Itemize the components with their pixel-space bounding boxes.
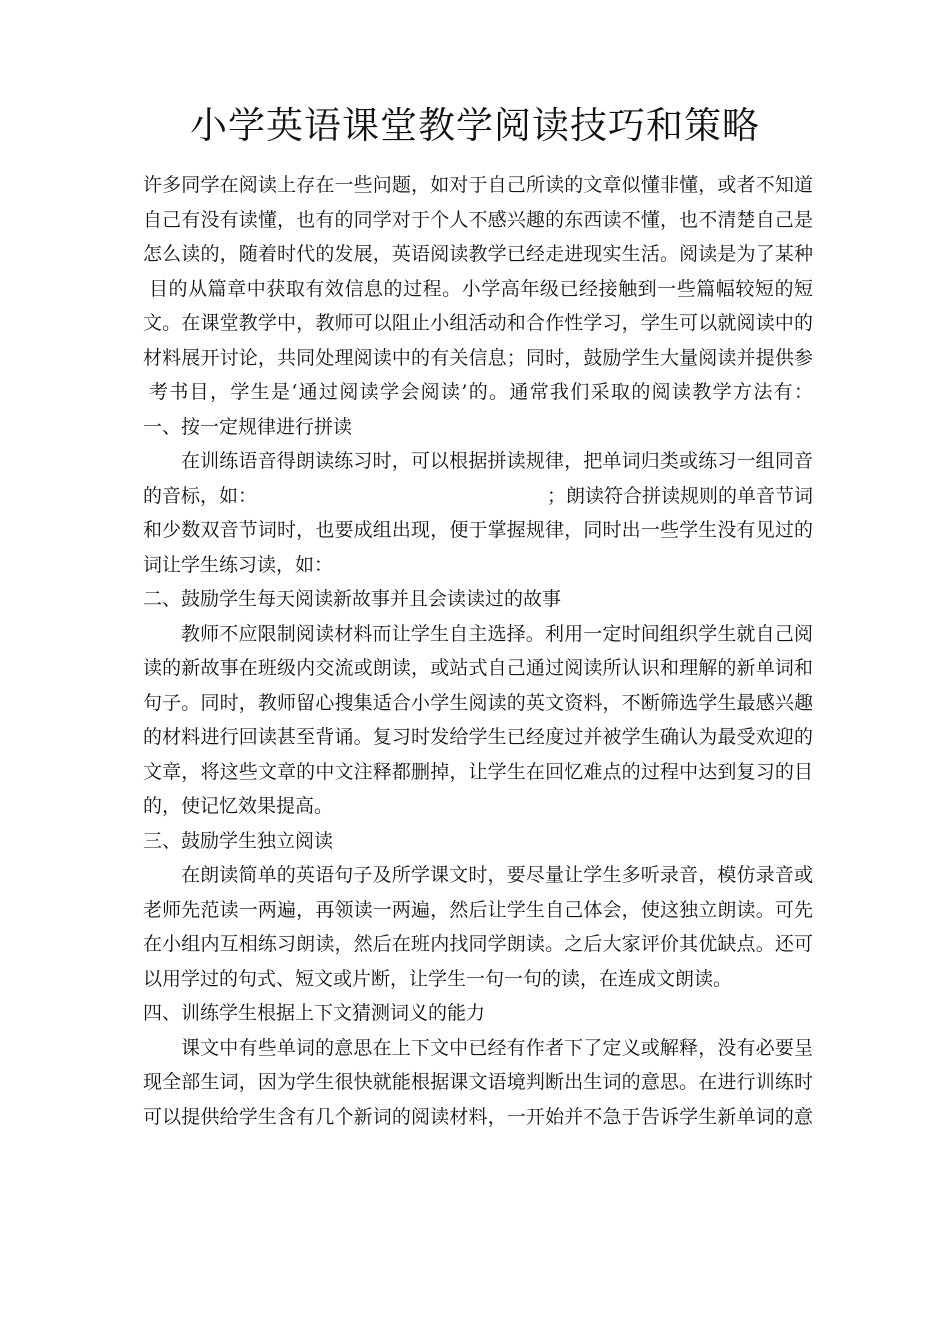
section-2-line: 句子。同时，教师留心搜集适合小学生阅读的英文资料，不断筛选学生最感兴趣 — [143, 691, 813, 714]
section-2-paragraph — [143, 617, 813, 824]
section-heading-3: 三、鼓励学生独立阅读 — [143, 829, 334, 852]
section-1-line: 在训练语音得朗读练习时，可以根据拼读规律，把单词归类或练习一组同音 — [181, 450, 813, 472]
intro-line: 许多同学在阅读上存在一些问题，如对于自己所读的文章似懂非懂，或者不知道 — [143, 174, 813, 196]
section-heading-4: 四、训练学生根据上下文猜测词义的能力 — [143, 1002, 486, 1024]
section-1-line — [143, 479, 813, 514]
section-1-line-left: 的音标，如： — [143, 484, 258, 507]
section-2-line: 读的新故事在班级内交流或朗读，或站式自己通过阅读所认识和理解的新单词和 — [143, 657, 813, 679]
section-3-line: 在小组内互相练习朗读，然后在班内找同学朗读。之后大家评价其优缺点。还可 — [143, 933, 813, 955]
section-3-line: 以用学过的句式、短文或片断，让学生一句一句的读，在连成文朗读。 — [143, 967, 733, 990]
section-2-line: 教师不应限制阅读材料而让学生自主选择。利用一定时间组织学生就自己阅 — [181, 622, 813, 645]
section-1-line: 词让学生练习读，如： — [143, 553, 334, 576]
section-3-line: 老师先范读一两遍，再领读一两遍，然后让学生自己体会，使这独立朗读。可先 — [143, 898, 813, 921]
section-heading-1: 一、按一定规律进行拼读 — [143, 415, 353, 438]
section-1-line-right: ；朗读符合拼读规则的单音节词 — [546, 484, 813, 507]
section-4-line: 课文中有些单词的意思在上下文中已经有作者下了定义或解释，没有必要呈 — [181, 1036, 813, 1059]
section-3-line: 在朗读简单的英语句子及所学课文时，要尽量让学生多听录音，模仿录音或 — [181, 864, 813, 886]
intro-line: 目的从篇章中获取有效信息的过程。小学高年级已经接触到一些篇幅较短的短 — [149, 277, 813, 300]
document-title: 小学英语课堂教学阅读技巧和策略 — [190, 104, 760, 147]
section-4-line: 可以提供给学生含有几个新词的阅读材料，一开始并不急于告诉学生新单词的意 — [143, 1105, 813, 1128]
intro-line: 文。在课堂教学中，教师可以阻止小组活动和合作性学习，学生可以就阅读中的 — [143, 312, 813, 334]
section-2-line: 文章，将这些文章的中文注释都删掉，让学生在回忆难点的过程中达到复习的目 — [143, 760, 813, 783]
intro-line: 怎么读的，随着时代的发展，英语阅读教学已经走进现实生活。阅读是为了某种 — [143, 243, 813, 265]
intro-paragraph — [143, 168, 813, 410]
intro-line: 自己有没有读懂，也有的同学对于个人不感兴趣的东西读不懂，也不清楚自己是 — [143, 208, 813, 231]
section-2-line: 的材料进行回读甚至背诵。复习时发给学生已经度过并被学生确认为最受欢迎的 — [143, 726, 813, 748]
section-1-line: 和少数双音节词时，也要成组出现，便于掌握规律，同时出一些学生没有见过的 — [143, 519, 813, 541]
section-1-paragraph — [143, 444, 813, 582]
section-4-line: 现全部生词，因为学生很快就能根据课文语境判断出生词的意思。在进行训练时 — [143, 1071, 813, 1093]
section-4-paragraph — [143, 1031, 813, 1135]
intro-line: 考书目，学生是‘通过阅读学会阅读’的。通常我们采取的阅读教学方法有： — [149, 381, 813, 403]
section-2-line: 的，使记忆效果提高。 — [143, 795, 334, 817]
section-heading-2: 二、鼓励学生每天阅读新故事并且会读读过的故事 — [143, 588, 562, 610]
intro-line: 材料展开讨论，共同处理阅读中的有关信息；同时，鼓励学生大量阅读并提供参 — [143, 346, 813, 369]
document-body — [143, 168, 813, 1134]
section-3-paragraph — [143, 858, 813, 996]
